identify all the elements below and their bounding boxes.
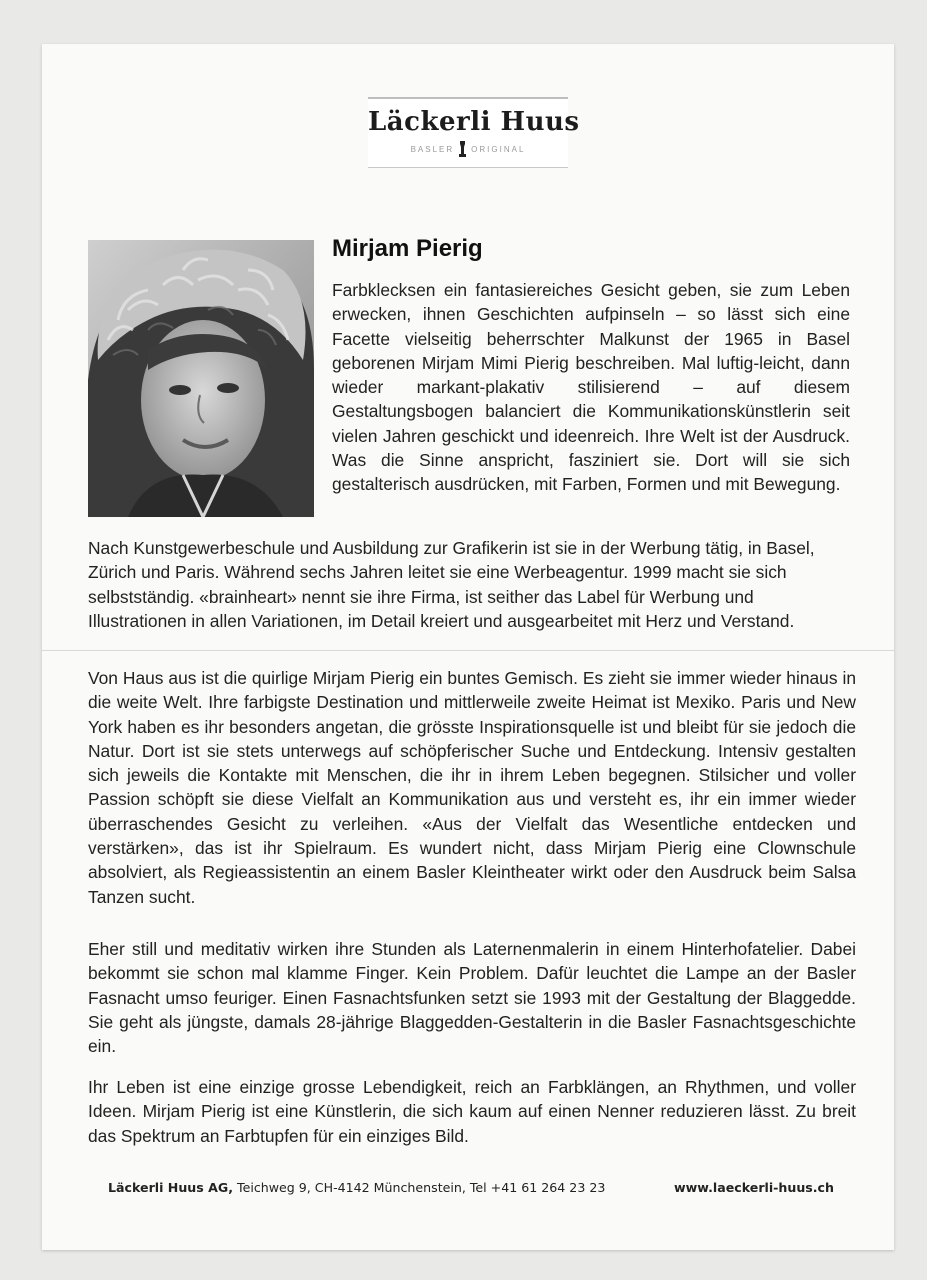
basel-staff-icon <box>458 141 467 157</box>
portrait-photo <box>88 240 314 517</box>
artist-name: Mirjam Pierig <box>332 235 483 262</box>
logo-subtitle-right: ORIGINAL <box>471 144 526 154</box>
paragraph-personality: Von Haus aus ist die quirlige Mirjam Pierig ein buntes Gemisch. Es zieht sie immer wieder hinaus in die weite Welt. Ihre farbigste Destination und mittlerweile zweite Heimat ist Mexiko. Paris und New York haben es ihr besonders angetan, die grösste Inspirationsquelle ist und bleibt für sie jedoch die Natur. Dort ist sie stets unterwegs auf schöpferischer Suche und Entdeckung. Intensiv gestalten sich jeweils die Kontakte mit Menschen, die ihr in ihrem Leben begegnen. Stilsicher und voller Passion schöpft sie diese Vielfalt an Kommunikation aus und versteht es, ihr ein immer wieder überraschendes Gesicht zu verleihen. «Aus der Vielfalt das Wesentliche entdecken und verstärken», das ist ihr Spielraum. Es wundert nicht, dass Mirjam Pierig eine Clownschule absolviert, als Regieassistentin an einem Basler Kleintheater wirkt oder den Ausdruck beim Salsa Tanzen sucht. <box>88 668 856 907</box>
logo-title: Läckerli Huus <box>368 107 580 137</box>
paper-fold-line <box>42 650 894 651</box>
logo-subtitle <box>368 141 568 157</box>
logo-subtitle-left: BASLER <box>410 144 455 154</box>
footer-website-link[interactable]: www.laeckerli-huus.ch <box>674 1180 834 1195</box>
paragraph-career: Nach Kunstgewerbeschule und Ausbildung zur Grafikerin ist sie in der Werbung tätig, in Basel, Zürich und Paris. Während sechs Jahren leitet sie eine Werbeagentur. 1999 macht sie sich selbstständig. «brainheart» nennt sie ihre Firma, ist seither das Label für Werbung und Illustrationen in allen Variationen, im Detail kreiert und ausgearbeitet mit Herz und Verstand. <box>88 538 815 631</box>
footer <box>108 1180 838 1195</box>
paragraph-lantern: Eher still und meditativ wirken ihre Stunden als Laternenmalerin in einem Hinterhofatelier. Dabei bekommt sie schon mal klamme Finger. Kein Problem. Dafür leuchtet die Lampe an der Basler Fasnacht umso feuriger. Einen Fasnachtsfunken setzt sie 1993 mit der Gestaltung der Blaggedde. Sie geht als jüngste, damals 28-jährige Blaggedden-Gestalterin in die Basler Fasnachtsgeschichte ein. <box>88 939 856 1057</box>
footer-company: Läckerli Huus AG, <box>108 1180 234 1195</box>
paragraph-intro: Farbklecksen ein fantasiereiches Gesicht geben, sie zum Leben erwecken, ihnen Geschichten aufpinseln – so lässt sich eine Facette vielseitig beherrschter Malkunst der 1965 in Basel geborenen Mirjam Mimi Pierig beschreiben. Mal luftig-leicht, dann wieder markant-plakativ stilisierend – auf diesem Gestaltungsbogen balanciert die Kommunikationskünstlerin seit vielen Jahren geschickt und ideenreich. Ihre Welt ist der Ausdruck. Was die Sinne anspricht, fasziniert sie. Dort will sie sich gestalterisch ausdrücken, mit Farben, Formen und mit Bewegung. <box>332 280 850 495</box>
paragraph-closing: Ihr Leben ist eine einzige grosse Lebendigkeit, reich an Farbklängen, an Rhythmen, und voller Ideen. Mirjam Pierig ist eine Künstlerin, die sich kaum auf einen Nenner reduzieren lässt. Zu breit das Spektrum an Farbtupfen für ein einziges Bild. <box>88 1077 856 1146</box>
brand-logo <box>368 97 580 168</box>
footer-address: Teichweg 9, CH-4142 Münchenstein, Tel +41 61 264 23 23 <box>237 1180 606 1195</box>
letter-page <box>42 44 894 1250</box>
